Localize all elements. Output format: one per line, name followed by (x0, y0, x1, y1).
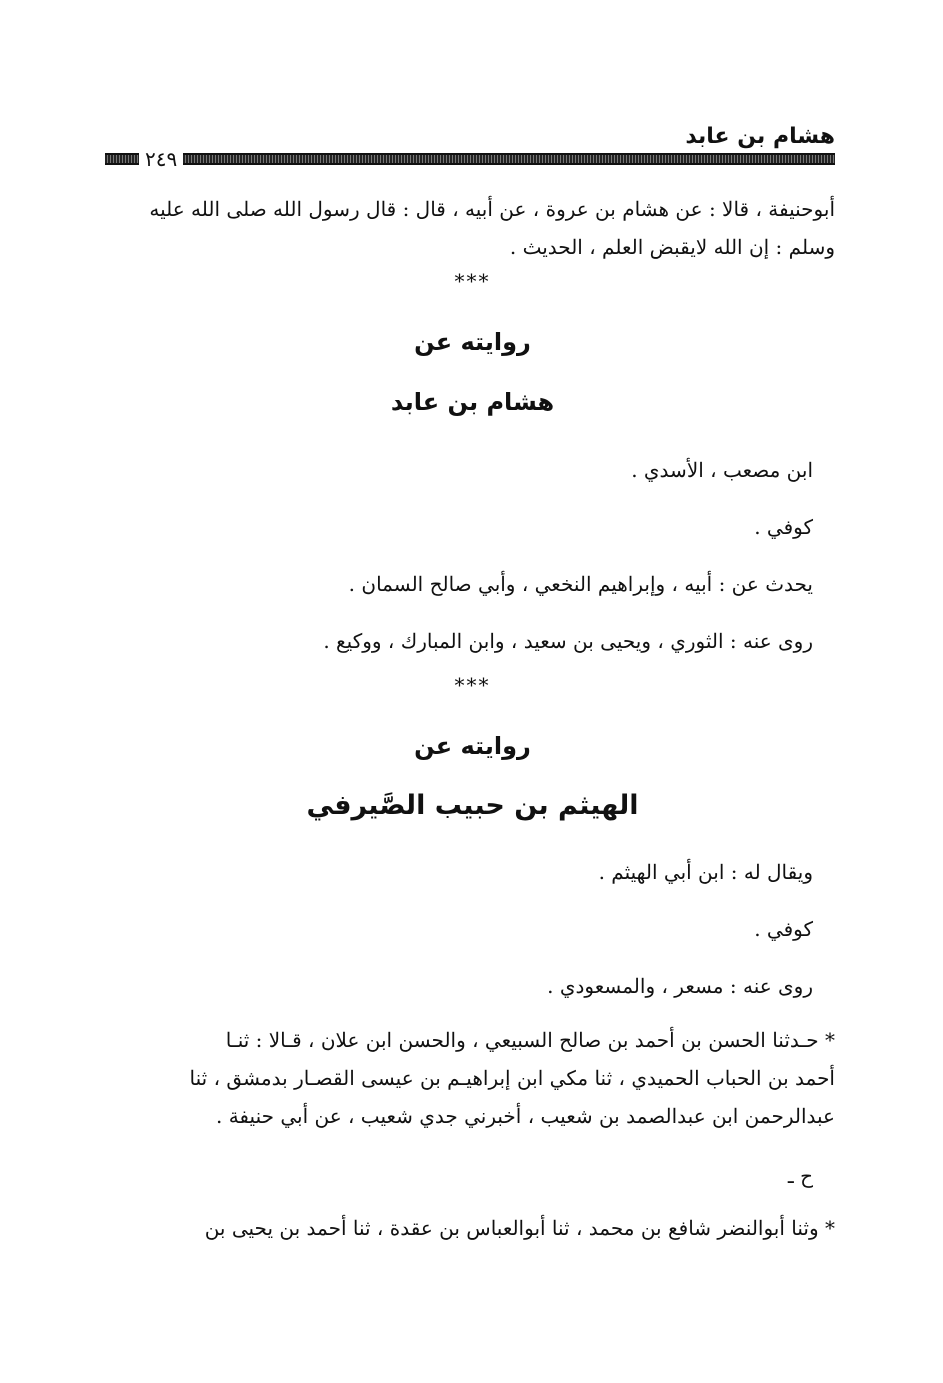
section-separator: *** (454, 673, 491, 697)
page-header (105, 120, 835, 175)
section-heading-name: هشام بن عابد (390, 388, 555, 416)
bio-line: ابن مصعب ، الأسدي . (631, 458, 813, 482)
rule-right-segment (183, 153, 835, 165)
bio-line: يحدث عن : أبيه ، وإبراهيم النخعي ، وأبي صالح السمان . (348, 572, 813, 596)
section-heading: روايته عن (414, 328, 531, 356)
section-heading-name: الهيثم بن حبيب الصَّيرفي (306, 790, 639, 821)
rule-left-segment (105, 153, 139, 165)
bio-line: كوفي . (754, 917, 813, 941)
paragraph-line: وسلم : إن الله لايقبض العلم ، الحديث . (509, 235, 835, 259)
isnad-line: عبدالرحمن ابن عبدالصمد بن شعيب ، أخبرني جدي شعيب ، عن أبي حنيفة . (215, 1104, 835, 1128)
paragraph-line: أبوحنيفة ، قالا : عن هشام بن عروة ، عن أبيه ، قال : قال رسول الله صلى الله عليه (149, 197, 835, 221)
header-rule (105, 147, 835, 171)
bio-line: روى عنه : الثوري ، ويحيى بن سعيد ، وابن المبارك ، ووكيع . (323, 629, 813, 653)
isnad-line: * حـدثنا الحسن بن أحمد بن صالح السبيعي ، والحسن ابن علان ، قـالا : ثنـا (225, 1028, 835, 1052)
running-title: هشام بن عابد (685, 124, 835, 149)
page-number: ٢٤٩ (139, 152, 183, 166)
isnad-line: أحمد بن الحباب الحميدي ، ثنا مكي ابن إبراهيـم بن عيسى القصـار بدمشق ، ثنا (189, 1066, 835, 1090)
page-body (110, 190, 835, 1247)
bio-line: كوفي . (754, 515, 813, 539)
ha-mark: ح ـ (787, 1164, 813, 1188)
section-heading: روايته عن (414, 732, 531, 760)
section-separator: *** (454, 269, 491, 293)
bio-line: روى عنه : مسعر ، والمسعودي . (547, 974, 813, 998)
isnad-line: * وثنا أبوالنضر شافع بن محمد ، ثنا أبوالعباس بن عقدة ، ثنا أحمد بن يحيى بن (204, 1216, 835, 1240)
bio-line: ويقال له : ابن أبي الهيثم . (598, 860, 813, 884)
